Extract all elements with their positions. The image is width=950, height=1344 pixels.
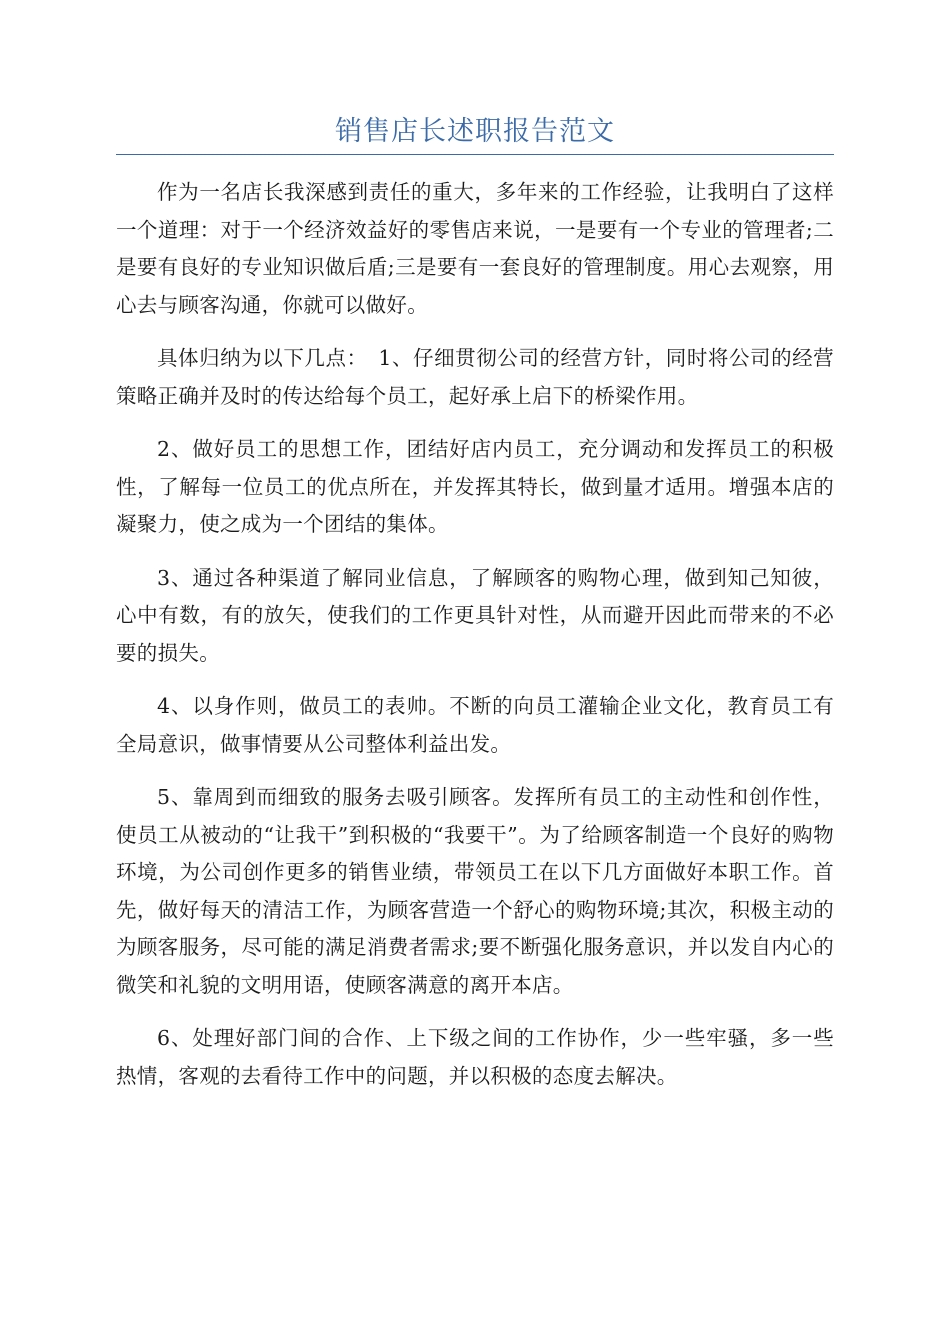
document-body: [116, 174, 834, 1111]
paragraph-intro: 作为一名店长我深感到责任的重大，多年来的工作经验，让我明白了这样一个道理：对于一个经济效益好的零售店来说，一是要有一个专业的管理者;二是要有良好的专业知识做后盾;三是要有一套良好的管理制度。用心去观察，用心去与顾客沟通，你就可以做好。: [116, 180, 834, 317]
paragraph-point-4: 4、以身作则，做员工的表帅。不断的向员工灌输企业文化，教育员工有全局意识，做事情要从公司整体利益出发。: [116, 694, 834, 756]
paragraph-point-2: 2、做好员工的思想工作，团结好店内员工，充分调动和发挥员工的积极性，了解每一位员工的优点所在，并发挥其特长，做到量才适用。增强本店的凝聚力，使之成为一个团结的集体。: [116, 437, 834, 536]
paragraph-point-5: 5、靠周到而细致的服务去吸引顾客。发挥所有员工的主动性和创作性，使员工从被动的“让我干”到积极的“我要干”。为了给顾客制造一个良好的购物环境，为公司创作更多的销售业绩，带领员工在以下几方面做好本职工作。首先，做好每天的清洁工作，为顾客营造一个舒心的购物环境;其次，积极主动的为顾客服务，尽可能的满足消费者需求;要不断强化服务意识，并以发自内心的微笑和礼貌的文明用语，使顾客满意的离开本店。: [116, 785, 834, 997]
paragraph-point-6: 6、处理好部门间的合作、上下级之间的工作协作，少一些牢骚，多一些热情，客观的去看待工作中的问题，并以积极的态度去解决。: [116, 1026, 834, 1088]
title-underline-rule: [116, 154, 834, 155]
paragraph-point-1: 具体归纳为以下几点： 1、仔细贯彻公司的经营方针，同时将公司的经营策略正确并及时的传达给每个员工，起好承上启下的桥梁作用。: [116, 346, 834, 408]
document-title: 销售店长述职报告范文: [335, 116, 615, 147]
paragraph-point-3: 3、通过各种渠道了解同业信息，了解顾客的购物心理，做到知己知彼，心中有数，有的放矢，使我们的工作更具针对性，从而避开因此而带来的不必要的损失。: [116, 565, 834, 665]
